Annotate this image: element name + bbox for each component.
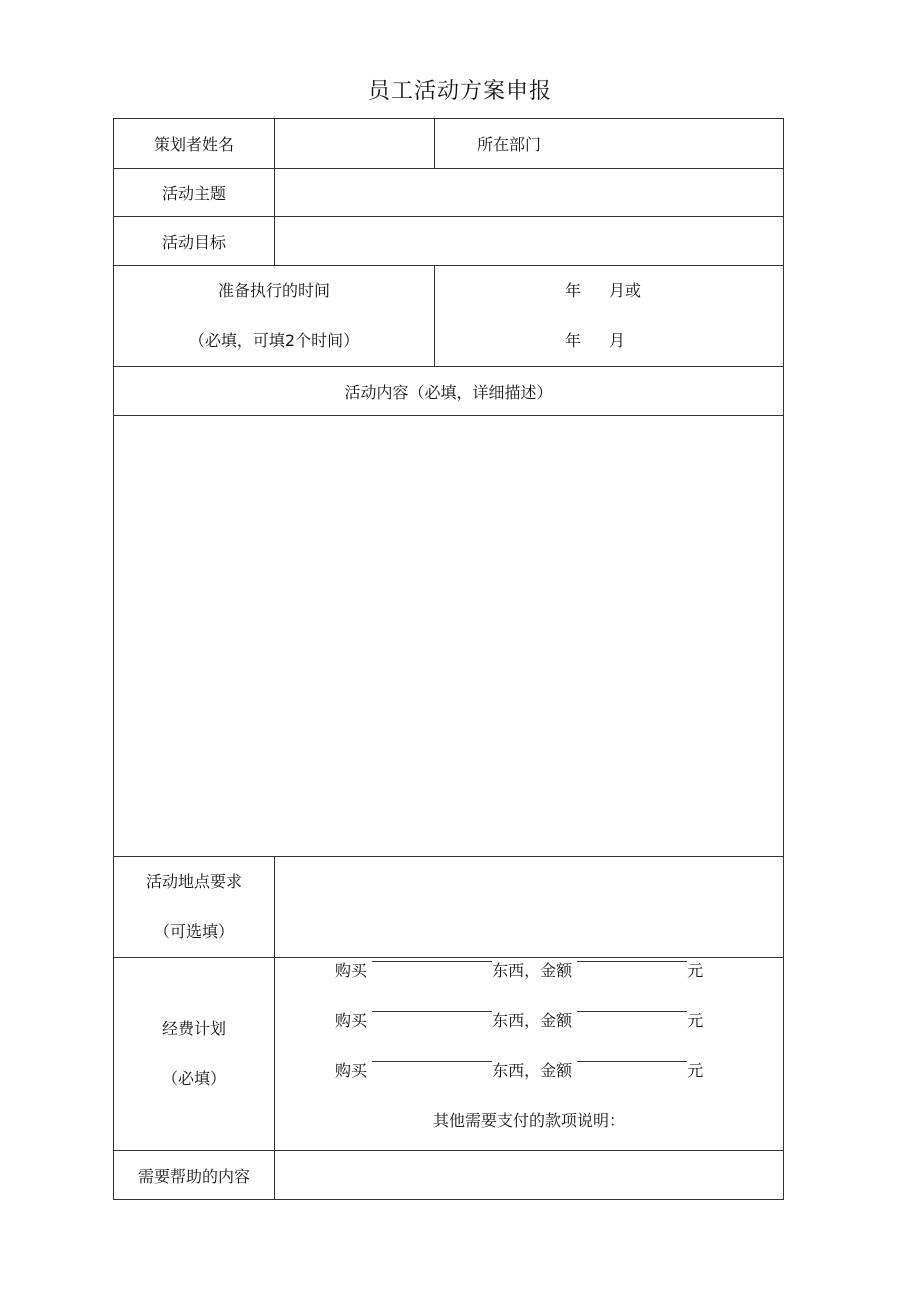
content-row [114,416,784,857]
date-option-1[interactable] [435,266,783,316]
content-header-row [114,367,784,416]
time-row [114,266,784,367]
budget-label: 经费计划 [161,1019,226,1038]
help-label: 需要帮助的内容 [114,1151,275,1200]
goal-row [114,217,784,266]
planner-name-field[interactable] [275,119,435,169]
purchase-line-3 [335,1046,783,1096]
help-row [114,1151,784,1200]
other-payment-label: 其他需要支付的款项说明： [432,1111,625,1130]
help-field[interactable] [275,1151,784,1200]
budget-note: （必填） [161,1069,226,1088]
yuan-label-3: 元 [687,1061,704,1080]
buy-label-2: 购买 [335,1011,368,1030]
goal-label: 活动目标 [114,217,275,266]
amount-blank-1[interactable] [577,961,687,962]
date-fields[interactable] [435,266,784,367]
theme-label: 活动主题 [114,169,275,217]
planner-label: 策划者姓名 [114,119,275,169]
budget-label-cell [114,958,275,1151]
planner-row [114,119,784,169]
location-note: （可选填） [153,922,234,941]
amount-blank-3[interactable] [577,1061,687,1062]
application-form [113,118,784,1200]
buy-label-1: 购买 [335,961,368,980]
purchase-line-1 [335,946,783,996]
budget-row [114,958,784,1151]
page-title: 员工活动方案申报 [367,79,552,104]
time-note: （必填，可填2个时间） [188,331,360,350]
time-label-cell [114,266,435,367]
purchase-line-2 [335,996,783,1046]
goods-label-2: 东西，金额 [492,1011,573,1030]
year-label-1: 年 [565,281,582,300]
theme-field[interactable] [275,169,784,217]
date-option-2[interactable] [435,316,783,366]
department-cell[interactable] [435,119,784,169]
goods-label-3: 东西，金额 [492,1061,573,1080]
department-label: 所在部门 [477,135,542,154]
other-payment-line[interactable] [275,1096,783,1146]
location-label: 活动地点要求 [145,872,242,891]
yuan-label-2: 元 [687,1011,704,1030]
amount-blank-2[interactable] [577,1011,687,1012]
goods-label-1: 东西，金额 [492,961,573,980]
theme-row [114,169,784,217]
yuan-label-1: 元 [687,961,704,980]
budget-fields [275,958,784,1151]
item-blank-2[interactable] [372,1011,492,1012]
item-blank-3[interactable] [372,1061,492,1062]
time-label: 准备执行的时间 [217,281,330,300]
location-row [114,857,784,958]
buy-label-3: 购买 [335,1061,368,1080]
item-blank-1[interactable] [372,961,492,962]
month-or-label: 月或 [609,281,642,300]
goal-field[interactable] [275,217,784,266]
year-label-2: 年 [565,331,582,350]
content-field[interactable] [114,416,784,857]
location-field[interactable] [275,857,784,958]
month-label: 月 [609,331,626,350]
content-header: 活动内容（必填，详细描述） [114,367,784,416]
location-label-cell [114,857,275,958]
